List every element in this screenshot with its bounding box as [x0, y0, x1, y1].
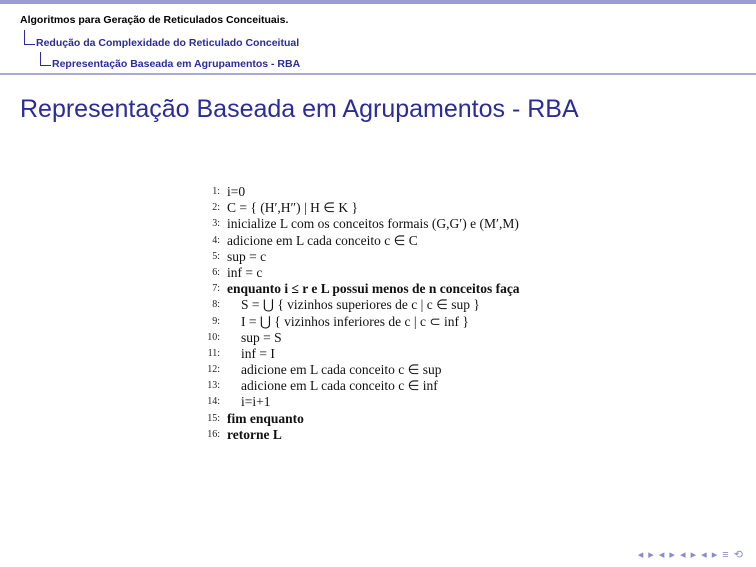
line-text: i=i+1 [241, 394, 271, 410]
line-text: I = ⋃ { vizinhos inferiores de c | c ⊂ inf } [241, 313, 469, 329]
line-text: inf = c [227, 264, 263, 280]
line-number: 10: [207, 331, 220, 343]
line-text: adicione em L cada conceito c ∈ C [227, 232, 418, 248]
line-number: 8: [212, 299, 220, 311]
line-text: fim enquanto [227, 410, 304, 426]
line-number: 4: [212, 234, 220, 246]
line-number: 2: [212, 202, 220, 214]
line-text: C = { (H′,H″) | H ∈ K } [227, 200, 358, 216]
slide-title: Representação Baseada em Agrupamentos - RBA [20, 95, 579, 123]
header [0, 4, 756, 74]
line-number: 9: [212, 315, 220, 327]
tree-connector-icon [40, 52, 51, 66]
tree-connector-icon [24, 30, 35, 45]
beamer-navigation-icons[interactable]: ◂ ▸ ◂ ▸ ◂ ▸ ◂ ▸ ≡ ⟲ [637, 549, 744, 561]
line-number: 14: [207, 396, 220, 408]
breadcrumb-level3[interactable]: Representação Baseada em Agrupamentos - RBA [52, 58, 301, 70]
breadcrumb-level1[interactable]: Algoritmos para Geração de Reticulados Conceituais. [20, 14, 289, 26]
line-number: 16: [207, 428, 220, 440]
line-text: adicione em L cada conceito c ∈ inf [241, 378, 438, 394]
line-text: inf = I [241, 345, 275, 361]
line-number: 3: [212, 218, 220, 230]
line-number: 1: [212, 186, 220, 197]
line-number: 12: [207, 364, 220, 376]
line-text: i=0 [227, 184, 246, 199]
line-number: 13: [207, 380, 220, 392]
line-number: 7: [212, 283, 220, 295]
line-number: 6: [212, 266, 220, 278]
line-text: sup = c [227, 248, 267, 264]
line-number: 5: [212, 250, 220, 262]
line-text: S = ⋃ { vizinhos superiores de c | c ∈ sup } [241, 297, 480, 313]
breadcrumb-level2[interactable]: Redução da Complexidade do Reticulado Conceitual [36, 37, 300, 49]
line-text: enquanto i ≤ r e L possui menos de n conceitos faça [227, 281, 520, 297]
line-text: sup = S [241, 329, 282, 345]
line-number: 11: [207, 347, 220, 359]
line-text: adicione em L cada conceito c ∈ sup [241, 362, 442, 378]
line-text: inicialize L com os conceitos formais (G,G′) e (M′,M) [227, 216, 519, 232]
line-text: retorne L [227, 426, 282, 442]
line-number: 15: [207, 412, 220, 424]
header-divider [0, 73, 756, 75]
